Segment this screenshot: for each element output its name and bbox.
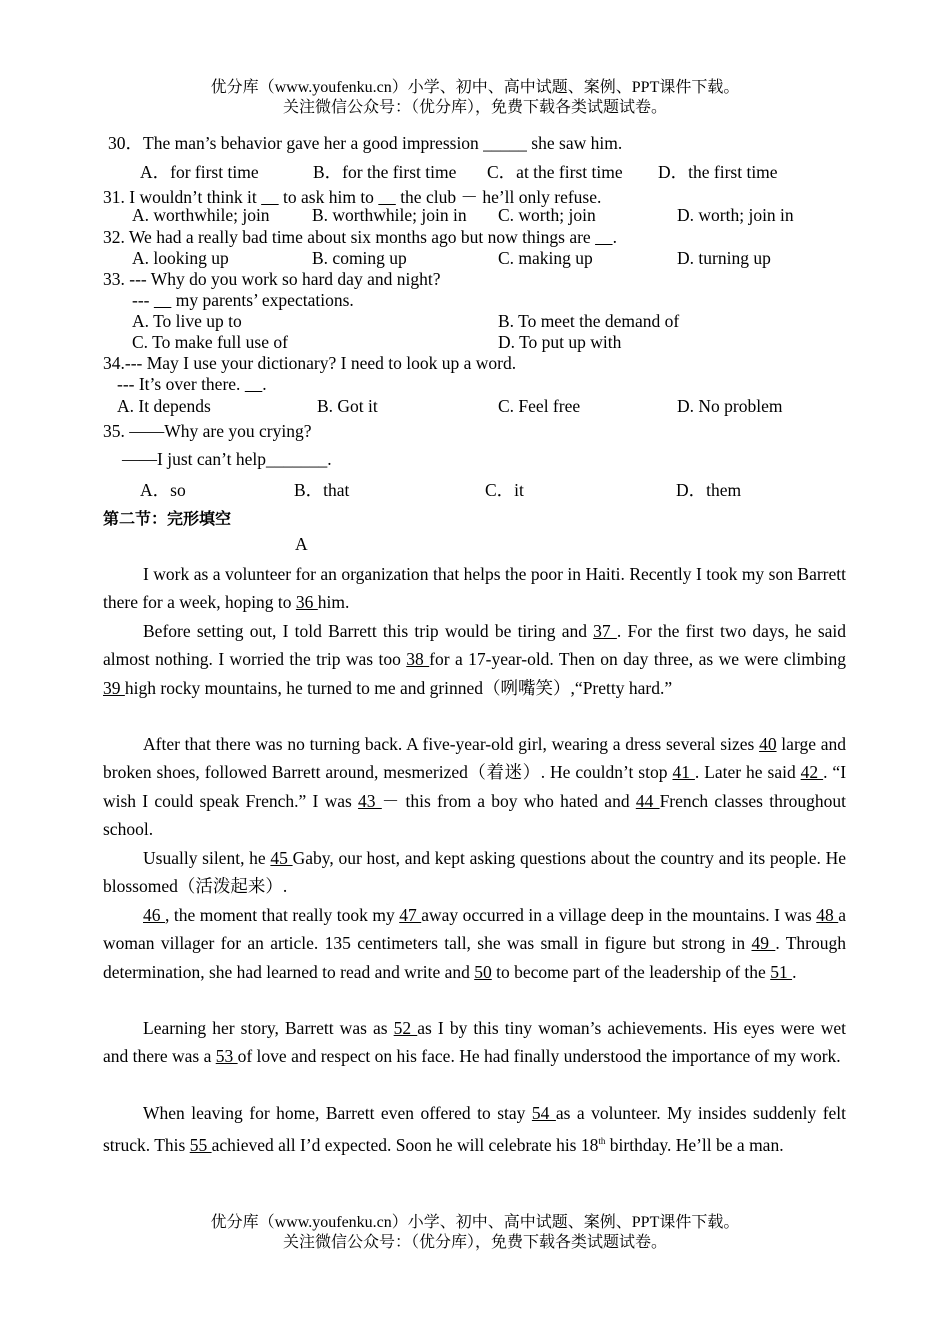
cloze-blank-39: 39 xyxy=(103,677,125,698)
question-31-stem: 31. I wouldn’t think it to ask him to the club － he’ll only refuse. xyxy=(103,187,602,207)
question-30-option-b: B．for the first time xyxy=(313,162,457,182)
cloze-blank-55: 55 xyxy=(189,1135,212,1156)
question-33-option-b: B. To meet the demand of xyxy=(498,311,680,331)
cloze-blank-42: 42 xyxy=(800,762,824,783)
question-35-line-2: ——I just can’t help_______. xyxy=(122,449,332,469)
question-31-option-b: B. worthwhile; join in xyxy=(312,205,467,225)
question-35-option-c: C．it xyxy=(485,480,524,500)
question-31-option-c: C. worth; join xyxy=(498,205,596,225)
passage-paragraph-6: Learning her story, Barrett was as 52 as I by this tiny woman’s achievements. His eyes were wet and there was a 53 of love and respect on his face. He had finally understood the importance of my work. xyxy=(103,1018,846,1067)
question-31-option-a: A. worthwhile; join xyxy=(132,205,270,225)
question-34-option-b: B. Got it xyxy=(317,396,378,416)
question-30-stem: 30．The man’s behavior gave her a good impression _____ she saw him. xyxy=(108,133,623,153)
blank xyxy=(261,187,279,207)
question-32-option-d: D. turning up xyxy=(677,248,771,268)
question-32-option-c: C. making up xyxy=(498,248,593,268)
section-title: 第二节：完形填空 xyxy=(103,509,232,528)
question-35-option-a: A．so xyxy=(140,480,186,500)
question-34-option-d: D. No problem xyxy=(677,396,783,416)
question-32-option-a: A. looking up xyxy=(132,248,229,268)
footer-line-1: 优分库（www.youfenku.cn）小学、初中、高中试题、案例、PPT课件下载。 xyxy=(210,1214,740,1231)
question-30-option-c: C．at the first time xyxy=(487,162,623,182)
question-34-line-1: 34.--- May I use your dictionary? I need to look up a word. xyxy=(103,353,517,373)
cloze-blank-45: 45 xyxy=(270,848,293,868)
passage-paragraph-3: After that there was no turning back. A five-year-old girl, wearing a dress several sizes 40 large and broken shoes, followed Barrett around, mesmerized（着迷）. He couldn’t stop 41 . Later he said 42 . “I wish I could speak French.” I was 43 － this from a boy who hated and 44 French classes throughout school. xyxy=(103,734,847,839)
passage-paragraph-5: 46 , the moment that really took my 47 away occurred in a village deep in the mountains. I was 48 a woman villager for an article. 135 centimeters tall, she was small in figure but strong in 49 . Through determination, she had learned to read and write and 50 to become part of the leadership of the 51 . xyxy=(103,905,847,982)
footer-line-2: 关注微信公众号：（优分库），免费下载各类试题试卷。 xyxy=(282,1234,667,1251)
cloze-blank-48: 48 xyxy=(816,905,839,925)
question-32-option-b: B. coming up xyxy=(312,248,407,268)
blank xyxy=(245,374,263,394)
question-32-stem: 32. We had a really bad time about six months ago but now things are . xyxy=(103,227,617,247)
cloze-blank-36: 36 xyxy=(295,592,318,613)
cloze-blank-46: 46 xyxy=(143,905,166,925)
passage-label: A xyxy=(295,534,308,554)
question-33-option-c: C. To make full use of xyxy=(132,332,288,352)
cloze-blank-52: 52 xyxy=(393,1018,418,1038)
question-34-line-2: --- It’s over there. . xyxy=(117,374,267,394)
cloze-blank-53: 53 xyxy=(215,1046,238,1067)
question-33-option-a: A. To live up to xyxy=(132,311,242,331)
header-line-2: 关注微信公众号：（优分库），免费下载各类试题试卷。 xyxy=(282,99,667,116)
cloze-blank-54: 54 xyxy=(531,1103,556,1123)
blank xyxy=(154,290,172,310)
blank xyxy=(378,187,396,207)
question-34-option-c: C. Feel free xyxy=(498,396,581,416)
question-35-option-d: D．them xyxy=(676,480,742,500)
cloze-blank-49: 49 xyxy=(751,933,776,954)
passage-paragraph-7: When leaving for home, Barrett even offered to stay 54 as a volunteer. My insides suddenly felt struck. This 55 achieved all I’d expected. Soon he will celebrate his 18th birthday. He’ll be a man. xyxy=(103,1103,847,1156)
question-33-option-d: D. To put up with xyxy=(498,332,622,352)
blank xyxy=(595,227,613,247)
cloze-blank-41: 41 xyxy=(672,762,695,783)
cloze-blank-37: 37 xyxy=(593,621,617,641)
cloze-blank-50: 50 xyxy=(474,961,492,982)
passage-paragraph-1: I work as a volunteer for an organization that helps the poor in Haiti. Recently I took my son Barrett there for a week, hoping to 36 him. xyxy=(103,564,846,613)
cloze-blank-44: 44 xyxy=(635,790,660,811)
question-30-option-a: A．for first time xyxy=(140,162,259,182)
question-35-line-1: 35. ——Why are you crying? xyxy=(103,421,312,441)
question-33-line-1: 33. --- Why do you work so hard day and night? xyxy=(103,269,441,289)
question-34-option-a: A. It depends xyxy=(117,396,211,416)
cloze-blank-51: 51 xyxy=(770,961,793,982)
passage-paragraph-2: Before setting out, I told Barrett this trip would be tiring and 37 . For the first two days, he said almost nothing. I worried the trip was too 38 for a 17-year-old. Then on day three, as we were climbing 39 high rocky mountains, he turned to me and grinned（咧嘴笑）,“Pretty hard.” xyxy=(103,621,847,698)
cloze-blank-47: 47 xyxy=(399,905,422,925)
question-31-option-d: D. worth; join in xyxy=(677,205,794,225)
passage-paragraph-4: Usually silent, he 45 Gaby, our host, and kept asking questions about the country and its people. He blossomed（活泼起来）. xyxy=(103,848,847,897)
header-line-1: 优分库（www.youfenku.cn）小学、初中、高中试题、案例、PPT课件下载。 xyxy=(210,79,740,96)
cloze-blank-38: 38 xyxy=(406,649,430,670)
ordinal-suffix: th xyxy=(598,1136,606,1147)
question-33-line-2: --- my parents’ expectations. xyxy=(132,290,354,310)
cloze-blank-40: 40 xyxy=(759,734,777,754)
question-35-option-b: B．that xyxy=(294,480,350,500)
cloze-blank-43: 43 xyxy=(358,790,382,811)
question-30-option-d: D．the first time xyxy=(658,162,778,182)
